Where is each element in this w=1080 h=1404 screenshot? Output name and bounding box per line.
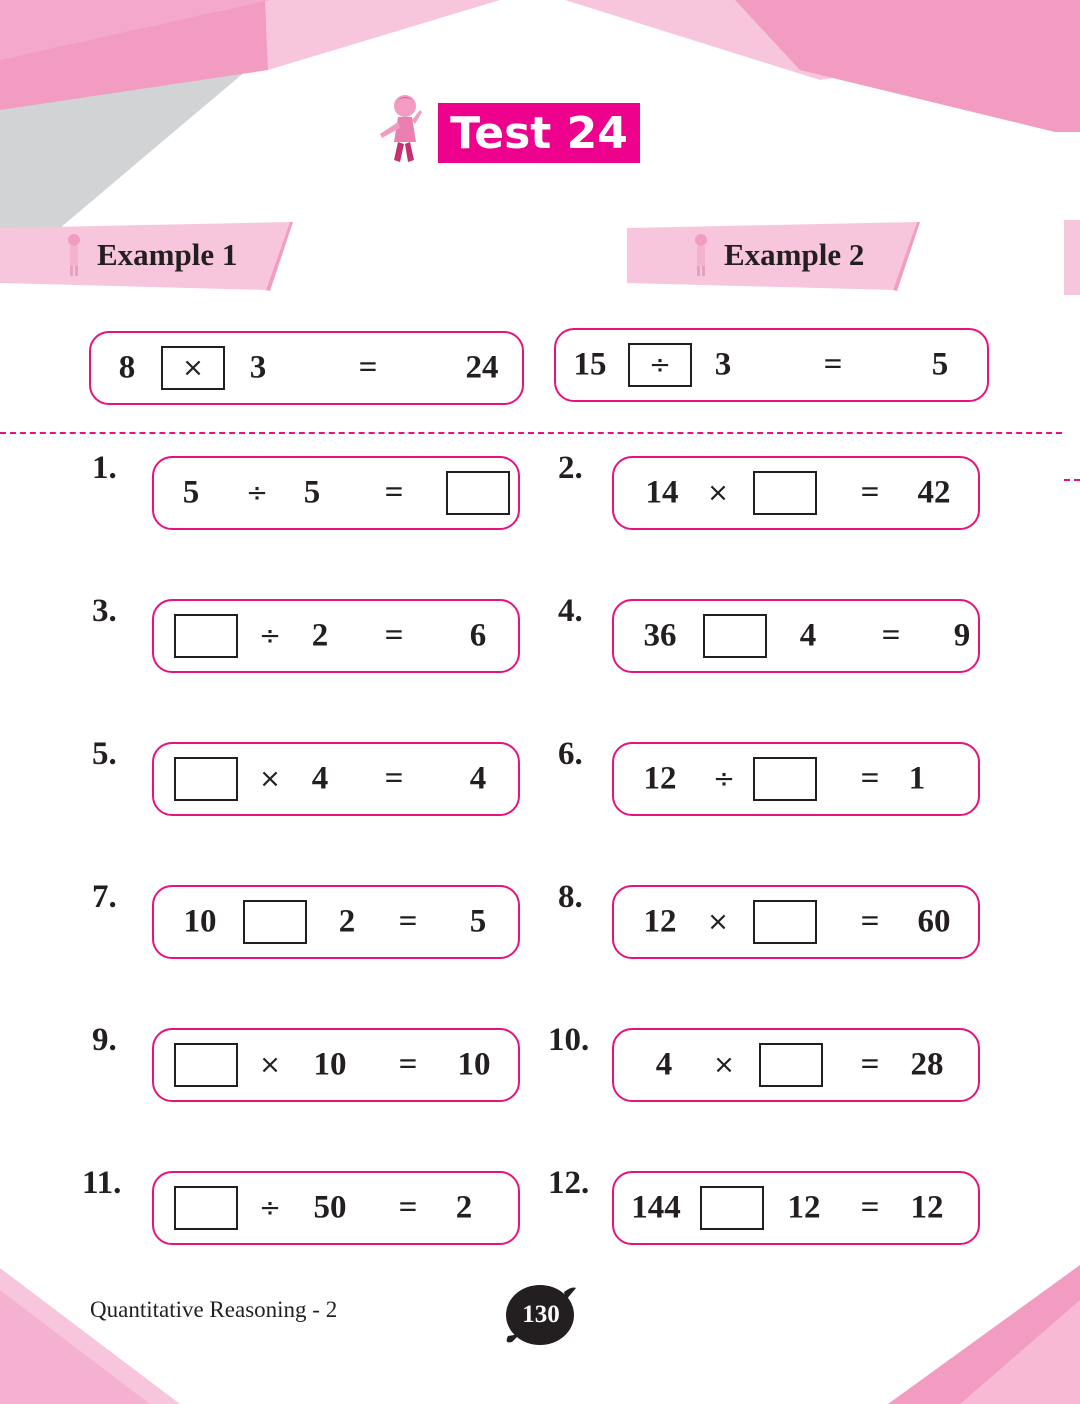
example-operator: ÷ [649, 350, 671, 380]
operand: 10 [457, 1046, 491, 1083]
operand: 28 [910, 1046, 944, 1083]
operand: 36 [643, 617, 677, 654]
example-operand-a: 8 [118, 349, 136, 386]
operand: 4 [799, 617, 817, 654]
operand: 1 [908, 760, 926, 797]
question-number: 7. [92, 879, 117, 915]
operand: 14 [645, 474, 679, 511]
question-equation [612, 1028, 980, 1102]
question-number: 4. [558, 593, 583, 629]
equals-sign: = [860, 760, 880, 797]
operator-sign: ÷ [713, 764, 735, 794]
example-equals: = [358, 349, 378, 386]
example-1-header [0, 222, 300, 290]
equals-sign: = [860, 903, 880, 940]
answer-input[interactable] [243, 900, 307, 944]
operand: 60 [917, 903, 951, 940]
answer-input[interactable] [759, 1043, 823, 1087]
example-equals: = [823, 346, 843, 383]
girl-character-icon [372, 90, 432, 168]
answer-input[interactable] [703, 614, 767, 658]
operand: 4 [469, 760, 487, 797]
question-equation [612, 456, 980, 530]
example-result: 24 [465, 349, 499, 386]
section-divider-stub [1064, 479, 1080, 481]
equals-sign: = [860, 1189, 880, 1226]
answer-input[interactable] [174, 1043, 238, 1087]
operand: 42 [917, 474, 951, 511]
equals-sign: = [384, 474, 404, 511]
example-operand-b: 3 [714, 346, 732, 383]
example-operator: × [182, 353, 204, 383]
example-1-equation [89, 331, 524, 405]
footer-book-title: Quantitative Reasoning - 2 [90, 1297, 338, 1322]
operator-sign: ÷ [246, 478, 268, 508]
bg-pink-top-left-light [265, 0, 500, 70]
question-equation [152, 742, 520, 816]
answer-input[interactable] [174, 614, 238, 658]
question-equation [152, 885, 520, 959]
question-equation [152, 1028, 520, 1102]
operand: 12 [643, 903, 677, 940]
pencil-character-icon [62, 232, 86, 278]
answer-input[interactable] [446, 471, 510, 515]
answer-input[interactable] [753, 900, 817, 944]
question-number: 12. [548, 1165, 590, 1201]
example-operand-a: 15 [573, 346, 607, 383]
question-number: 3. [92, 593, 117, 629]
answer-input[interactable] [174, 757, 238, 801]
example-result: 5 [931, 346, 949, 383]
operator-sign: × [259, 1050, 281, 1080]
question-number: 11. [82, 1165, 122, 1201]
operator-sign: ÷ [259, 621, 281, 651]
example-2-equation [554, 328, 989, 402]
operator-sign: × [713, 1050, 735, 1080]
question-number: 10. [548, 1022, 590, 1058]
operand: 2 [338, 903, 356, 940]
question-equation [612, 1171, 980, 1245]
operand: 12 [787, 1189, 821, 1226]
bg-pink-right-edge [1064, 220, 1080, 295]
operator-sign: ÷ [259, 1193, 281, 1223]
section-divider [0, 432, 1062, 434]
page-number: 130 [522, 1301, 560, 1328]
equals-sign: = [398, 1046, 418, 1083]
operand: 50 [313, 1189, 347, 1226]
example-operand-b: 3 [249, 349, 267, 386]
operand: 9 [953, 617, 971, 654]
operand: 5 [182, 474, 200, 511]
page-title: Test 24 [438, 103, 640, 163]
operator-sign: × [259, 764, 281, 794]
question-equation [152, 599, 520, 673]
answer-input[interactable] [700, 1186, 764, 1230]
question-number: 2. [558, 450, 583, 486]
answer-input[interactable] [174, 1186, 238, 1230]
operand: 4 [311, 760, 329, 797]
question-equation [152, 1171, 520, 1245]
operand: 5 [469, 903, 487, 940]
question-number: 1. [92, 450, 117, 486]
question-equation [152, 456, 520, 530]
question-number: 6. [558, 736, 583, 772]
equals-sign: = [398, 903, 418, 940]
example-2-label: Example 2 [724, 237, 865, 272]
operand: 144 [631, 1189, 681, 1226]
question-equation [612, 742, 980, 816]
answer-input[interactable] [753, 471, 817, 515]
example-answer-box [628, 343, 692, 387]
operand: 10 [183, 903, 217, 940]
equals-sign: = [384, 617, 404, 654]
question-number: 9. [92, 1022, 117, 1058]
equals-sign: = [881, 617, 901, 654]
operand: 2 [311, 617, 329, 654]
example-answer-box [161, 346, 225, 390]
example-2-header [627, 222, 927, 290]
operand: 5 [303, 474, 321, 511]
operator-sign: × [707, 478, 729, 508]
operand: 2 [455, 1189, 473, 1226]
question-number: 5. [92, 736, 117, 772]
operand: 6 [469, 617, 487, 654]
answer-input[interactable] [753, 757, 817, 801]
equals-sign: = [860, 1046, 880, 1083]
example-1-label: Example 1 [97, 237, 238, 272]
operand: 12 [643, 760, 677, 797]
operand: 10 [313, 1046, 347, 1083]
operand: 4 [655, 1046, 673, 1083]
pencil-character-icon [689, 232, 713, 278]
question-equation [612, 885, 980, 959]
equals-sign: = [860, 474, 880, 511]
equals-sign: = [398, 1189, 418, 1226]
question-equation [612, 599, 980, 673]
equals-sign: = [384, 760, 404, 797]
operand: 12 [910, 1189, 944, 1226]
question-number: 8. [558, 879, 583, 915]
operator-sign: × [707, 907, 729, 937]
